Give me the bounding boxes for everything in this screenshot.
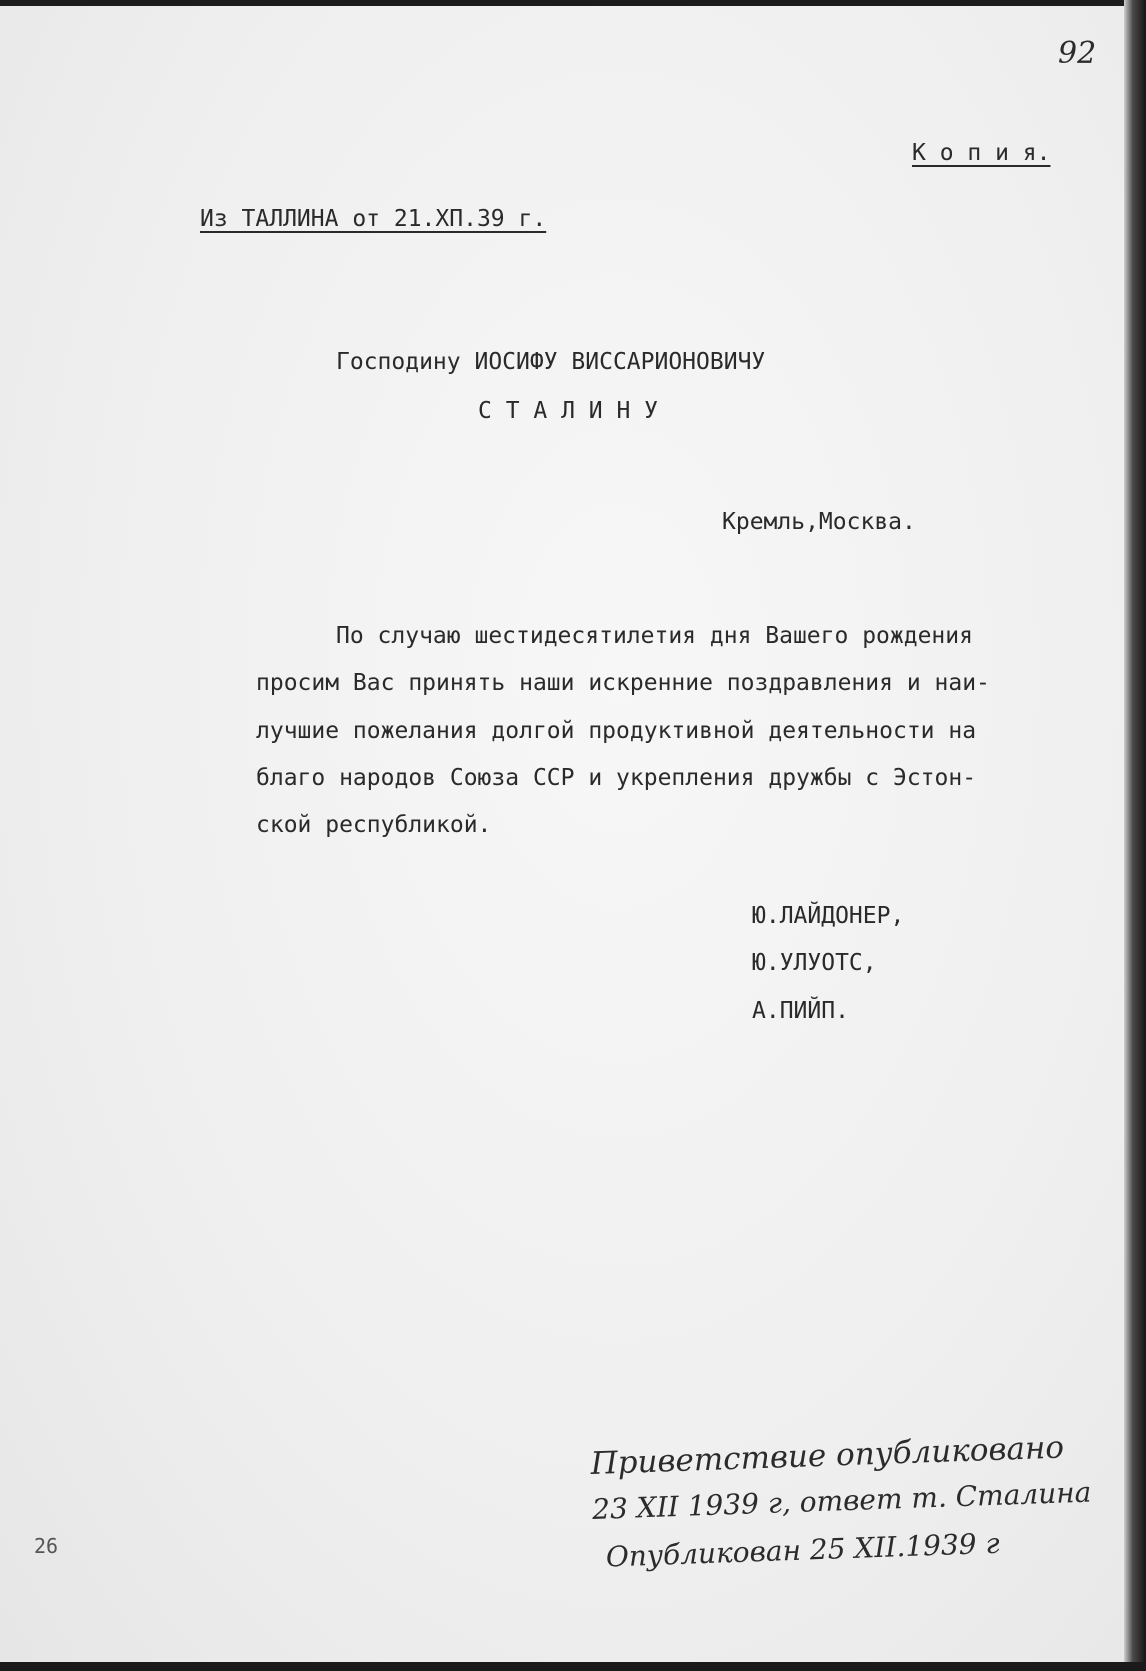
archive-corner-number: 26 bbox=[34, 1534, 59, 1558]
handwritten-note-line: 23 XII 1939 г, ответ т. Сталина bbox=[591, 1475, 1092, 1526]
signatory-uluots: Ю.УЛУОТС, bbox=[752, 950, 877, 976]
addressee-line-1: Господину ИОСИФУ ВИССАРИОНОВИЧУ bbox=[336, 349, 766, 375]
body-line: ской республикой. bbox=[256, 812, 492, 838]
signatory-piip: А.ПИЙП. bbox=[752, 998, 849, 1024]
archive-page-number: 92 bbox=[1058, 36, 1097, 71]
handwritten-note-line: Опубликован 25 XII.1939 г bbox=[605, 1526, 1001, 1574]
body-line: благо народов Союза ССР и укрепления дружбы с Эстон- bbox=[256, 765, 977, 791]
copy-label: К о п и я. bbox=[912, 140, 1051, 166]
addressee-surname: С Т А Л И Н У bbox=[478, 398, 659, 424]
body-line: лучшие пожелания долгой продуктивной деятельности на bbox=[256, 718, 977, 744]
body-line: По случаю шестидесятилетия дня Вашего рождения bbox=[336, 623, 973, 649]
signatory-laidoner: Ю.ЛАЙДОНЕР, bbox=[752, 903, 905, 929]
scan-edge-bottom bbox=[0, 1662, 1146, 1671]
origin-line: Из ТАЛЛИНА от 21.ХП.39 г. bbox=[200, 206, 547, 232]
handwritten-note-line: Приветствие опубликовано bbox=[590, 1429, 1065, 1482]
document-page bbox=[0, 6, 1124, 1662]
scan-edge-right bbox=[1124, 0, 1146, 1671]
addressee-location: Кремль,Москва. bbox=[722, 509, 916, 535]
body-line: просим Вас принять наши искренние поздравления и наи- bbox=[256, 670, 990, 696]
